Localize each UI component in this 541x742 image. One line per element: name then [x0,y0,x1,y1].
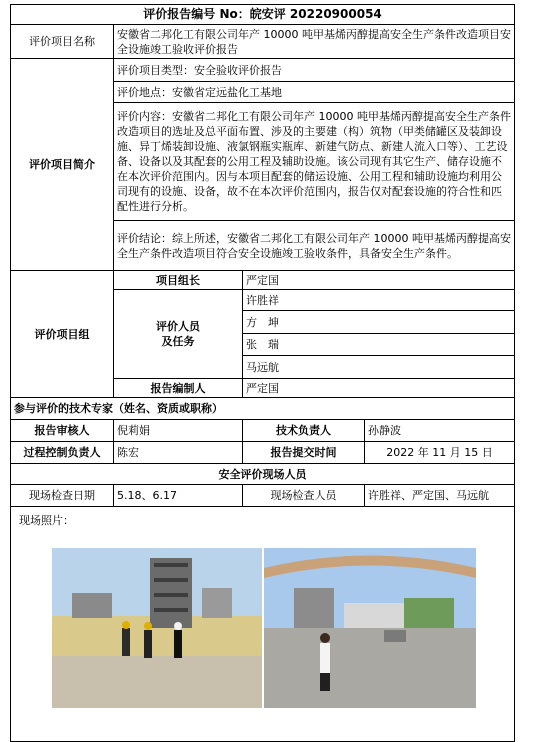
experts-label: 参与评价的技术专家（姓名、资质或职称） [11,398,515,420]
submit-time-label: 报告提交时间 [243,442,365,464]
submit-time: 2022 年 11 月 15 日 [365,442,515,464]
project-name-value: 安徽省二邦化工有限公司年产 10000 吨甲基烯丙醇提高安全生产条件改造项目安全设施竣工验收评价报告 [114,25,515,59]
project-content: 评价内容：安徽省二邦化工有限公司年产 10000 吨甲基烯丙醇提高安全生产条件改造项目的选址及总平面布置、涉及的主要建（构）筑物（甲类储罐区及装卸设施、异丁烯装卸设施、液氯钢瓶实瓶库、新建气防点、新建人流入口等）、工艺设备、设备以及其配套的公用工程及辅助设施。该公司现有其它生产、储存设施不在本次评价范围内。因与本项目配套的储运设施、公用工程和辅助设施均利用公司现有的设施、设备，故不在本次评价范围内，报告仅对配套设施的符合性和匹配性进行分析。 [114,103,515,221]
team-leader-label: 项目组长 [114,271,243,290]
inspection-staff-label: 现场检查人员 [243,485,365,507]
report-writer: 严定国 [243,379,515,398]
project-intro-label: 评价项目简介 [11,59,114,271]
site-photo-plant [52,548,262,708]
team-leader: 严定国 [243,271,515,290]
team-member: 马远航 [243,356,515,379]
project-type: 评价项目类型：安全验收评价报告 [114,59,515,82]
project-conclusion: 评价结论：综上所述，安徽省二邦化工有限公司年产 10000 吨甲基烯丙醇提高安全生产条件改造项目符合安全设施竣工验收条件，具备安全生产条件。 [114,221,515,271]
tech-lead: 孙静波 [365,420,515,442]
team-member: 方 坤 [243,311,515,334]
team-member: 张 瑞 [243,334,515,356]
team-members-label: 评价人员 及任务 [114,290,243,379]
process-control: 陈宏 [114,442,243,464]
report-number-title: 评价报告编号 No：皖安评 20220900054 [11,5,515,25]
project-name-label: 评价项目名称 [11,25,114,59]
inspection-date: 5.18、6.17 [114,485,243,507]
team-label: 评价项目组 [11,271,114,398]
reviewer-label: 报告审核人 [11,420,114,442]
inspection-date-label: 现场检查日期 [11,485,114,507]
site-photos [19,528,506,728]
site-photos-label: 现场照片： [19,514,74,527]
onsite-section-title: 安全评价现场人员 [11,464,515,485]
tech-lead-label: 技术负责人 [243,420,365,442]
report-writer-label: 报告编制人 [114,379,243,398]
process-control-label: 过程控制负责人 [11,442,114,464]
site-photos-cell [11,507,515,742]
project-location: 评价地点：安徽省定远盐化工基地 [114,82,515,103]
evaluation-info-table [10,4,515,742]
inspection-staff: 许胜祥、严定国、马远航 [365,485,515,507]
report-page [10,4,514,728]
team-member: 许胜祥 [243,290,515,311]
reviewer: 倪莉娟 [114,420,243,442]
site-photo-gate [264,548,476,708]
